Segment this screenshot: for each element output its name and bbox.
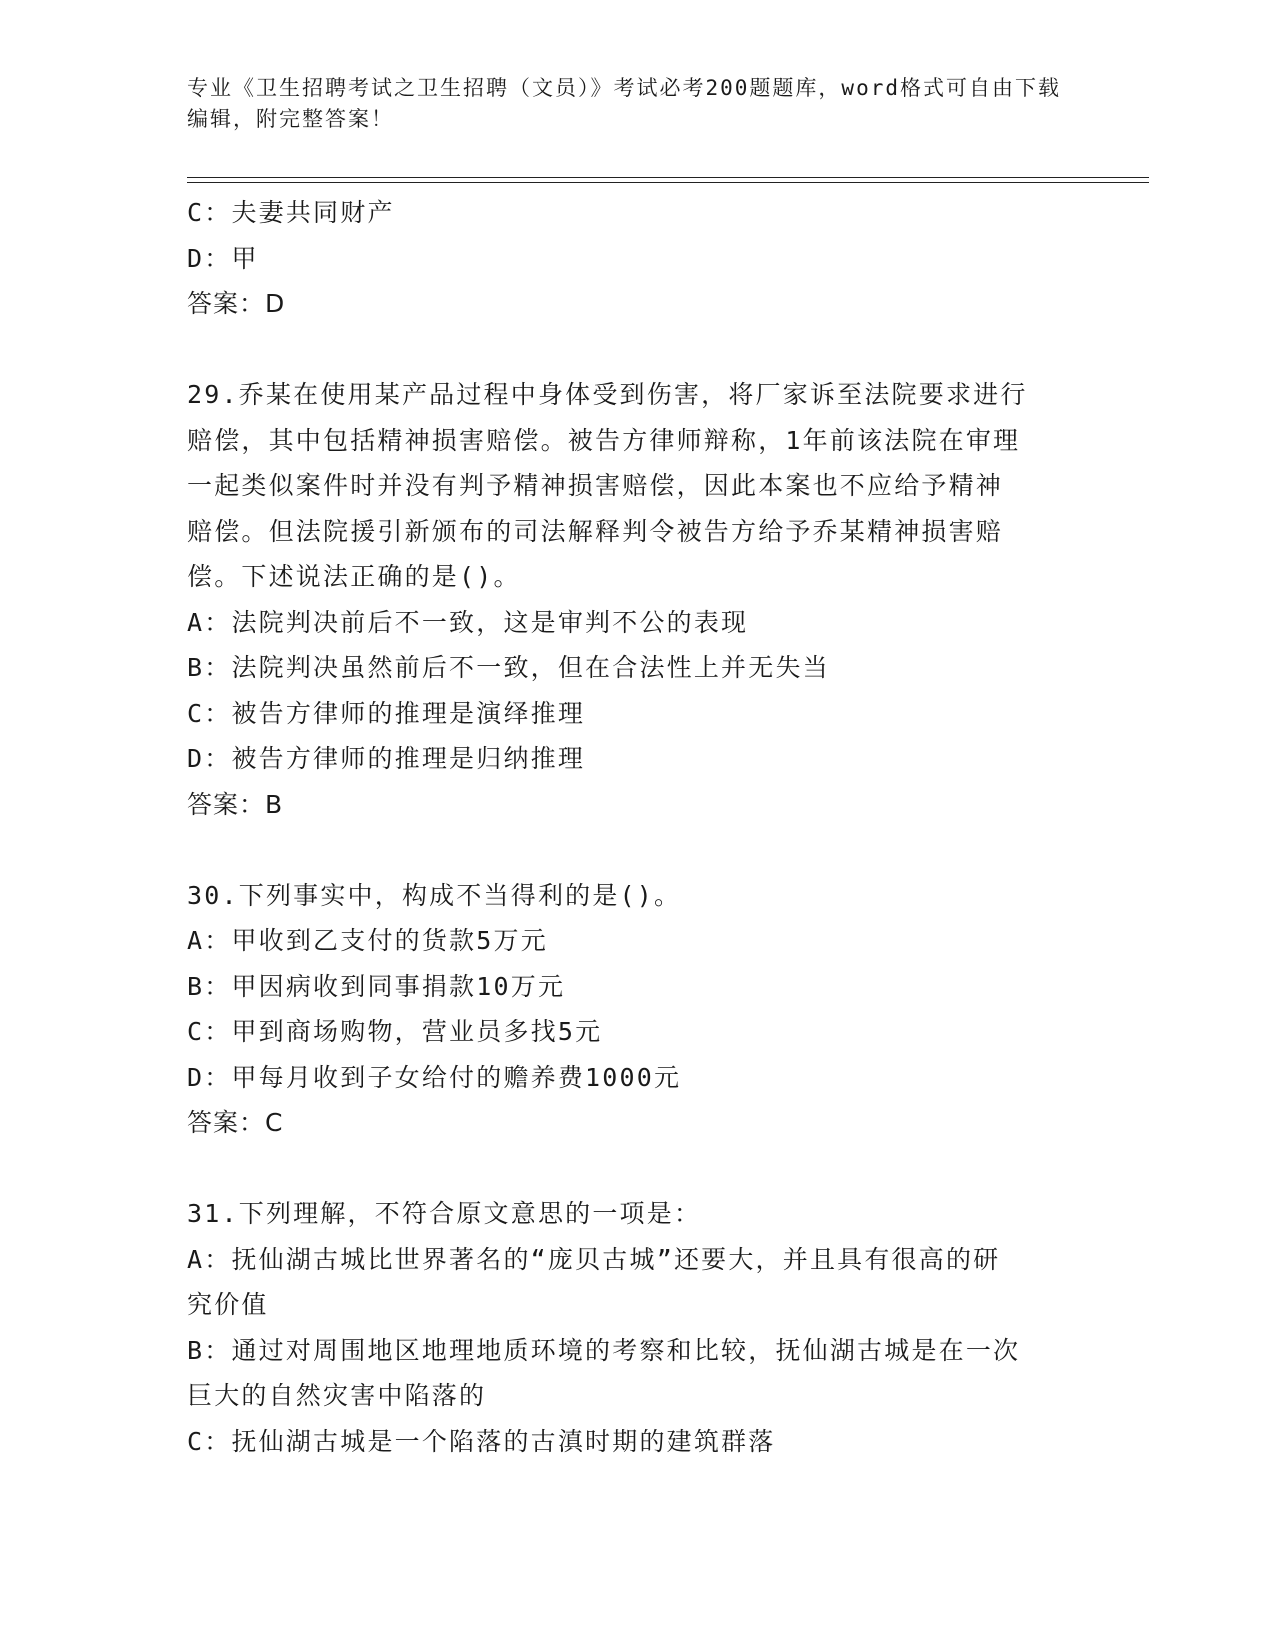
question-stem-line: 一起类似案件时并没有判予精神损害赔偿，因此本案也不应给予精神 [187,471,1004,500]
question-stem-line: 30.下列事实中，构成不当得利的是()。 [187,880,682,910]
option-b: B：通过对周围地区地理地质环境的考察和比较，抚仙湖古城是在一次 [187,1335,1021,1365]
option-a: A：法院判决前后不一致，这是审判不公的表现 [187,607,749,637]
question-stem-line: 赔偿。但法院援引新颁布的司法解释判令被告方给予乔某精神损害赔 [187,516,1004,546]
question-29 [187,372,1087,827]
header-rule-top [187,177,1149,178]
option-b: B：甲因病收到同事捐款10万元 [187,971,566,1001]
option-b-continued: 巨大的自然灾害中陷落的 [187,1381,487,1410]
header-text: 专业《卫生招聘考试之卫生招聘（文员）》考试必考200题题库，word格式可自由下载编辑，附完整答案！ [187,76,1061,131]
spacer [187,827,1087,873]
document-header [187,73,1067,135]
answer-line: 答案：B [187,789,284,819]
answer-line: 答案：C [187,1108,284,1137]
option-c: C：夫妻共同财产 [187,198,395,227]
question-28-tail [187,190,1087,327]
document-body [187,190,1087,1464]
option-d: D：甲每月收到子女给付的赡养费1000元 [187,1062,682,1092]
question-30 [187,873,1087,1146]
option-a: A：抚仙湖古城比世界著名的“庞贝古城”还要大，并且具有很高的研 [187,1244,1001,1274]
option-a-continued: 究价值 [187,1290,269,1319]
question-stem-line: 赔偿，其中包括精神损害赔偿。被告方律师辩称，1年前该法院在审理 [187,425,1021,455]
option-d: D：被告方律师的推理是归纳推理 [187,744,586,773]
spacer [187,1146,1087,1192]
spacer [187,327,1087,373]
header-rule-bottom [187,182,1149,183]
option-b: B：法院判决虽然前后不一致，但在合法性上并无失当 [187,653,830,682]
option-c: C：抚仙湖古城是一个陷落的古滇时期的建筑群落 [187,1426,776,1456]
option-d: D：甲 [187,243,259,273]
question-stem-line: 31.下列理解，不符合原文意思的一项是： [187,1199,702,1228]
question-31 [187,1191,1087,1464]
option-c: C：被告方律师的推理是演绎推理 [187,698,586,728]
answer-line: 答案：D [187,289,286,318]
option-c: C：甲到商场购物，营业员多找5元 [187,1017,603,1046]
question-stem-line: 偿。下述说法正确的是()。 [187,562,521,591]
option-a: A：甲收到乙支付的货款5万元 [187,926,548,955]
question-stem-line: 29.乔某在使用某产品过程中身体受到伤害，将厂家诉至法院要求进行 [187,380,1028,409]
